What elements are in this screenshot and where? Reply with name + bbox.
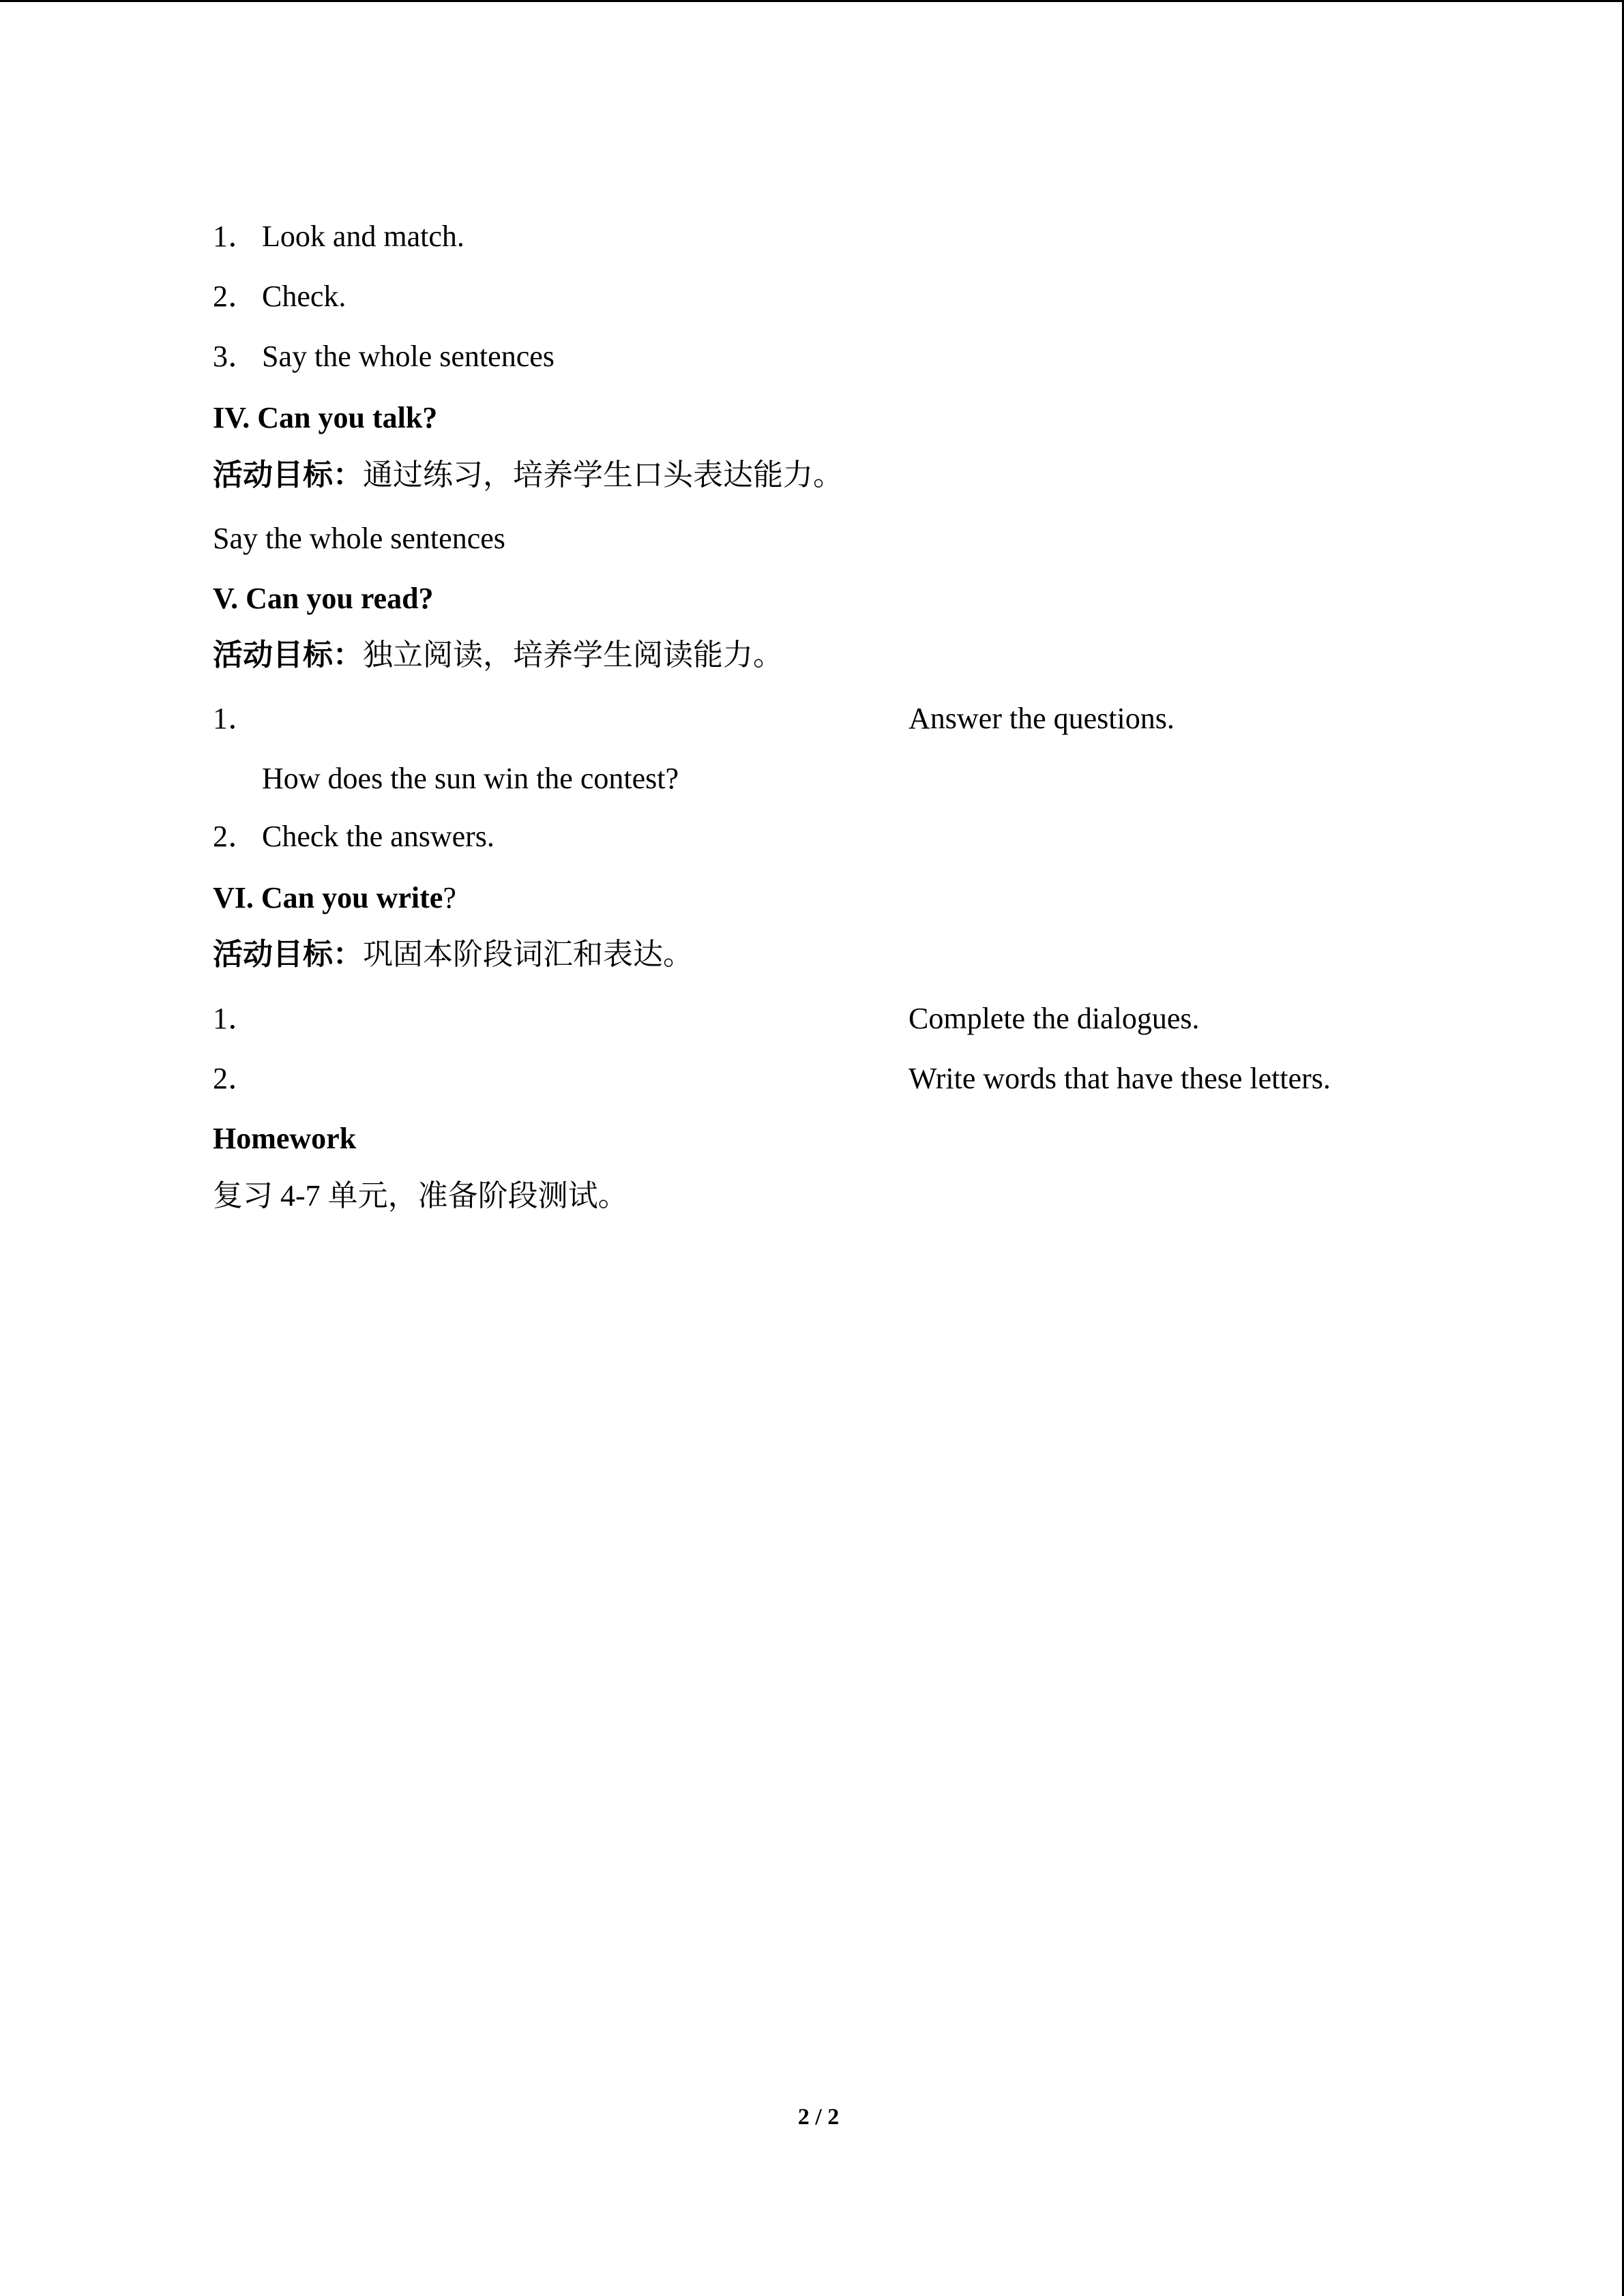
section-heading-talk: IV. Can you talk? (213, 401, 438, 434)
step-text: Check. (262, 280, 346, 313)
step-number: 3． (213, 340, 258, 373)
section-goal-write (213, 934, 693, 975)
goal-label: 活动目标： (213, 638, 363, 672)
step-text: Check the answers. (262, 820, 494, 853)
goal-text: 巩固本阶段词汇和表达。 (363, 938, 693, 971)
step-number: 2． (213, 820, 258, 853)
write-step-2-text: Write words that have these letters. (909, 1062, 1331, 1095)
step-number: 2． (213, 280, 258, 313)
goal-text: 通过练习，培养学生口头表达能力。 (363, 458, 843, 492)
talk-body-text: Say the whole sentences (213, 522, 505, 555)
goal-label: 活动目标： (213, 938, 363, 971)
section-heading-write (213, 878, 456, 919)
page-top-border (0, 0, 1624, 2)
step-look-and-match (213, 216, 464, 257)
read-step-1-question: How does the sun win the contest? (262, 762, 679, 795)
goal-label: 活动目标： (213, 458, 363, 492)
write-step-1-number: 1． (213, 1002, 258, 1035)
step-text: Say the whole sentences (262, 340, 555, 373)
write-step-2-number: 2． (213, 1062, 258, 1095)
write-step-1-text: Complete the dialogues. (909, 1002, 1200, 1035)
page-number: 2 / 2 (797, 2104, 840, 2130)
read-step-2 (213, 816, 494, 857)
section-heading-read: V. Can you read? (213, 582, 434, 615)
step-text: Look and match. (262, 220, 464, 253)
step-say-sentences (213, 336, 555, 377)
section-goal-talk (213, 455, 843, 496)
read-step-1-text: Answer the questions. (909, 702, 1175, 735)
heading-question-mark: ? (443, 881, 456, 914)
step-check (213, 276, 346, 317)
heading-text: VI. Can you write (213, 881, 443, 914)
homework-heading: Homework (213, 1122, 357, 1155)
read-step-1-number: 1． (213, 702, 258, 735)
section-goal-read (213, 635, 783, 676)
goal-text: 独立阅读，培养学生阅读能力。 (363, 638, 783, 672)
homework-text: 复习 4-7 单元，准备阶段测试。 (213, 1179, 628, 1212)
step-number: 1． (213, 220, 258, 253)
